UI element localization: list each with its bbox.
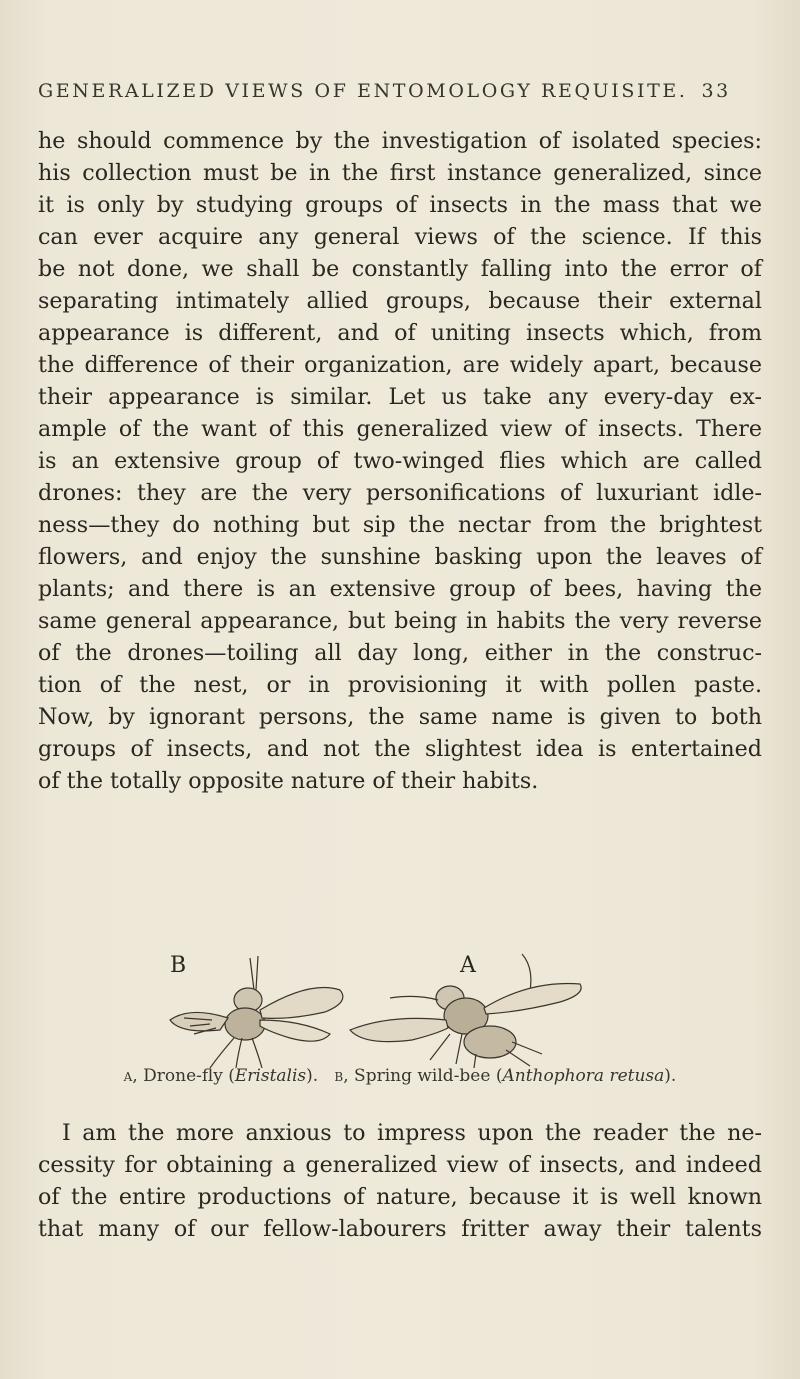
caption-latin-a: Eristalis [234, 1066, 307, 1086]
figure-label-a: A [460, 953, 476, 978]
caption-text-a: , Drone-fly ( [132, 1066, 235, 1086]
text-line: cessity for obtaining a generalized view of insects, and indeed [38, 1152, 762, 1178]
text-line: flowers, and enjoy the sunshine basking upon the leaves of [38, 544, 762, 570]
text-line: groups of insects, and not the slightest idea is entertained [38, 736, 762, 762]
caption-close-b: ). [664, 1066, 677, 1086]
paragraph-2 [38, 1117, 762, 1245]
text-line: appearance is different, and of uniting insects which, from [38, 320, 762, 346]
text-line: their appearance is similar. Let us take any every-day ex- [38, 384, 762, 410]
text-line: separating intimately allied groups, because their external [38, 288, 762, 314]
text-line: ness—they do nothing but sip the nectar from the brightest [38, 512, 762, 538]
text-line: his collection must be in the first instance generalized, since [38, 160, 762, 186]
figure-caption [0, 1066, 800, 1086]
caption-text-b: , Spring wild-bee ( [343, 1066, 503, 1086]
text-line: the difference of their organization, are widely apart, because [38, 352, 762, 378]
text-line: be not done, we shall be constantly falling into the error of [38, 256, 762, 282]
running-head-title: GENERALIZED VIEWS OF ENTOMOLOGY REQUISITE. [38, 80, 688, 102]
caption-letter-a: a [123, 1066, 133, 1086]
text-line: plants; and there is an extensive group of bees, having the [38, 576, 762, 602]
text-line: same general appearance, but being in habits the very reverse [38, 608, 762, 634]
paragraph-1 [38, 125, 762, 797]
caption-letter-b: b [334, 1066, 344, 1086]
figure-label-b: B [170, 953, 187, 978]
text-line: can ever acquire any general views of the science. If this [38, 224, 762, 250]
text-line: is an extensive group of two-winged flies which are called [38, 448, 762, 474]
caption-close-a: ). [306, 1066, 319, 1086]
bee-figure-b [170, 953, 343, 1068]
text-line: Now, by ignorant persons, the same name is given to both [38, 704, 762, 730]
running-head [38, 80, 758, 102]
text-line: I am the more anxious to impress upon the reader the ne- [62, 1120, 762, 1146]
text-line: of the totally opposite nature of their habits. [38, 768, 539, 794]
text-line: of the entire productions of nature, because it is well known [38, 1184, 762, 1210]
text-line: that many of our fellow-labourers fritter away their talents [38, 1216, 762, 1242]
text-line: of the drones—toiling all day long, either in the construc- [38, 640, 762, 666]
text-line: drones: they are the very personifications of luxuriant idle- [38, 480, 762, 506]
insect-illustration [150, 950, 650, 1068]
text-line: ample of the want of this generalized view of insects. There [38, 416, 762, 442]
text-line: it is only by studying groups of insects in the mass that we [38, 192, 762, 218]
page-number: 33 [701, 80, 731, 102]
text-line: tion of the nest, or in provisioning it with pollen paste. [38, 672, 762, 698]
text-line: he should commence by the investigation of isolated species: [38, 128, 762, 154]
drone-fly-figure-a [350, 953, 581, 1068]
caption-latin-b: Anthophora retusa [502, 1066, 665, 1086]
